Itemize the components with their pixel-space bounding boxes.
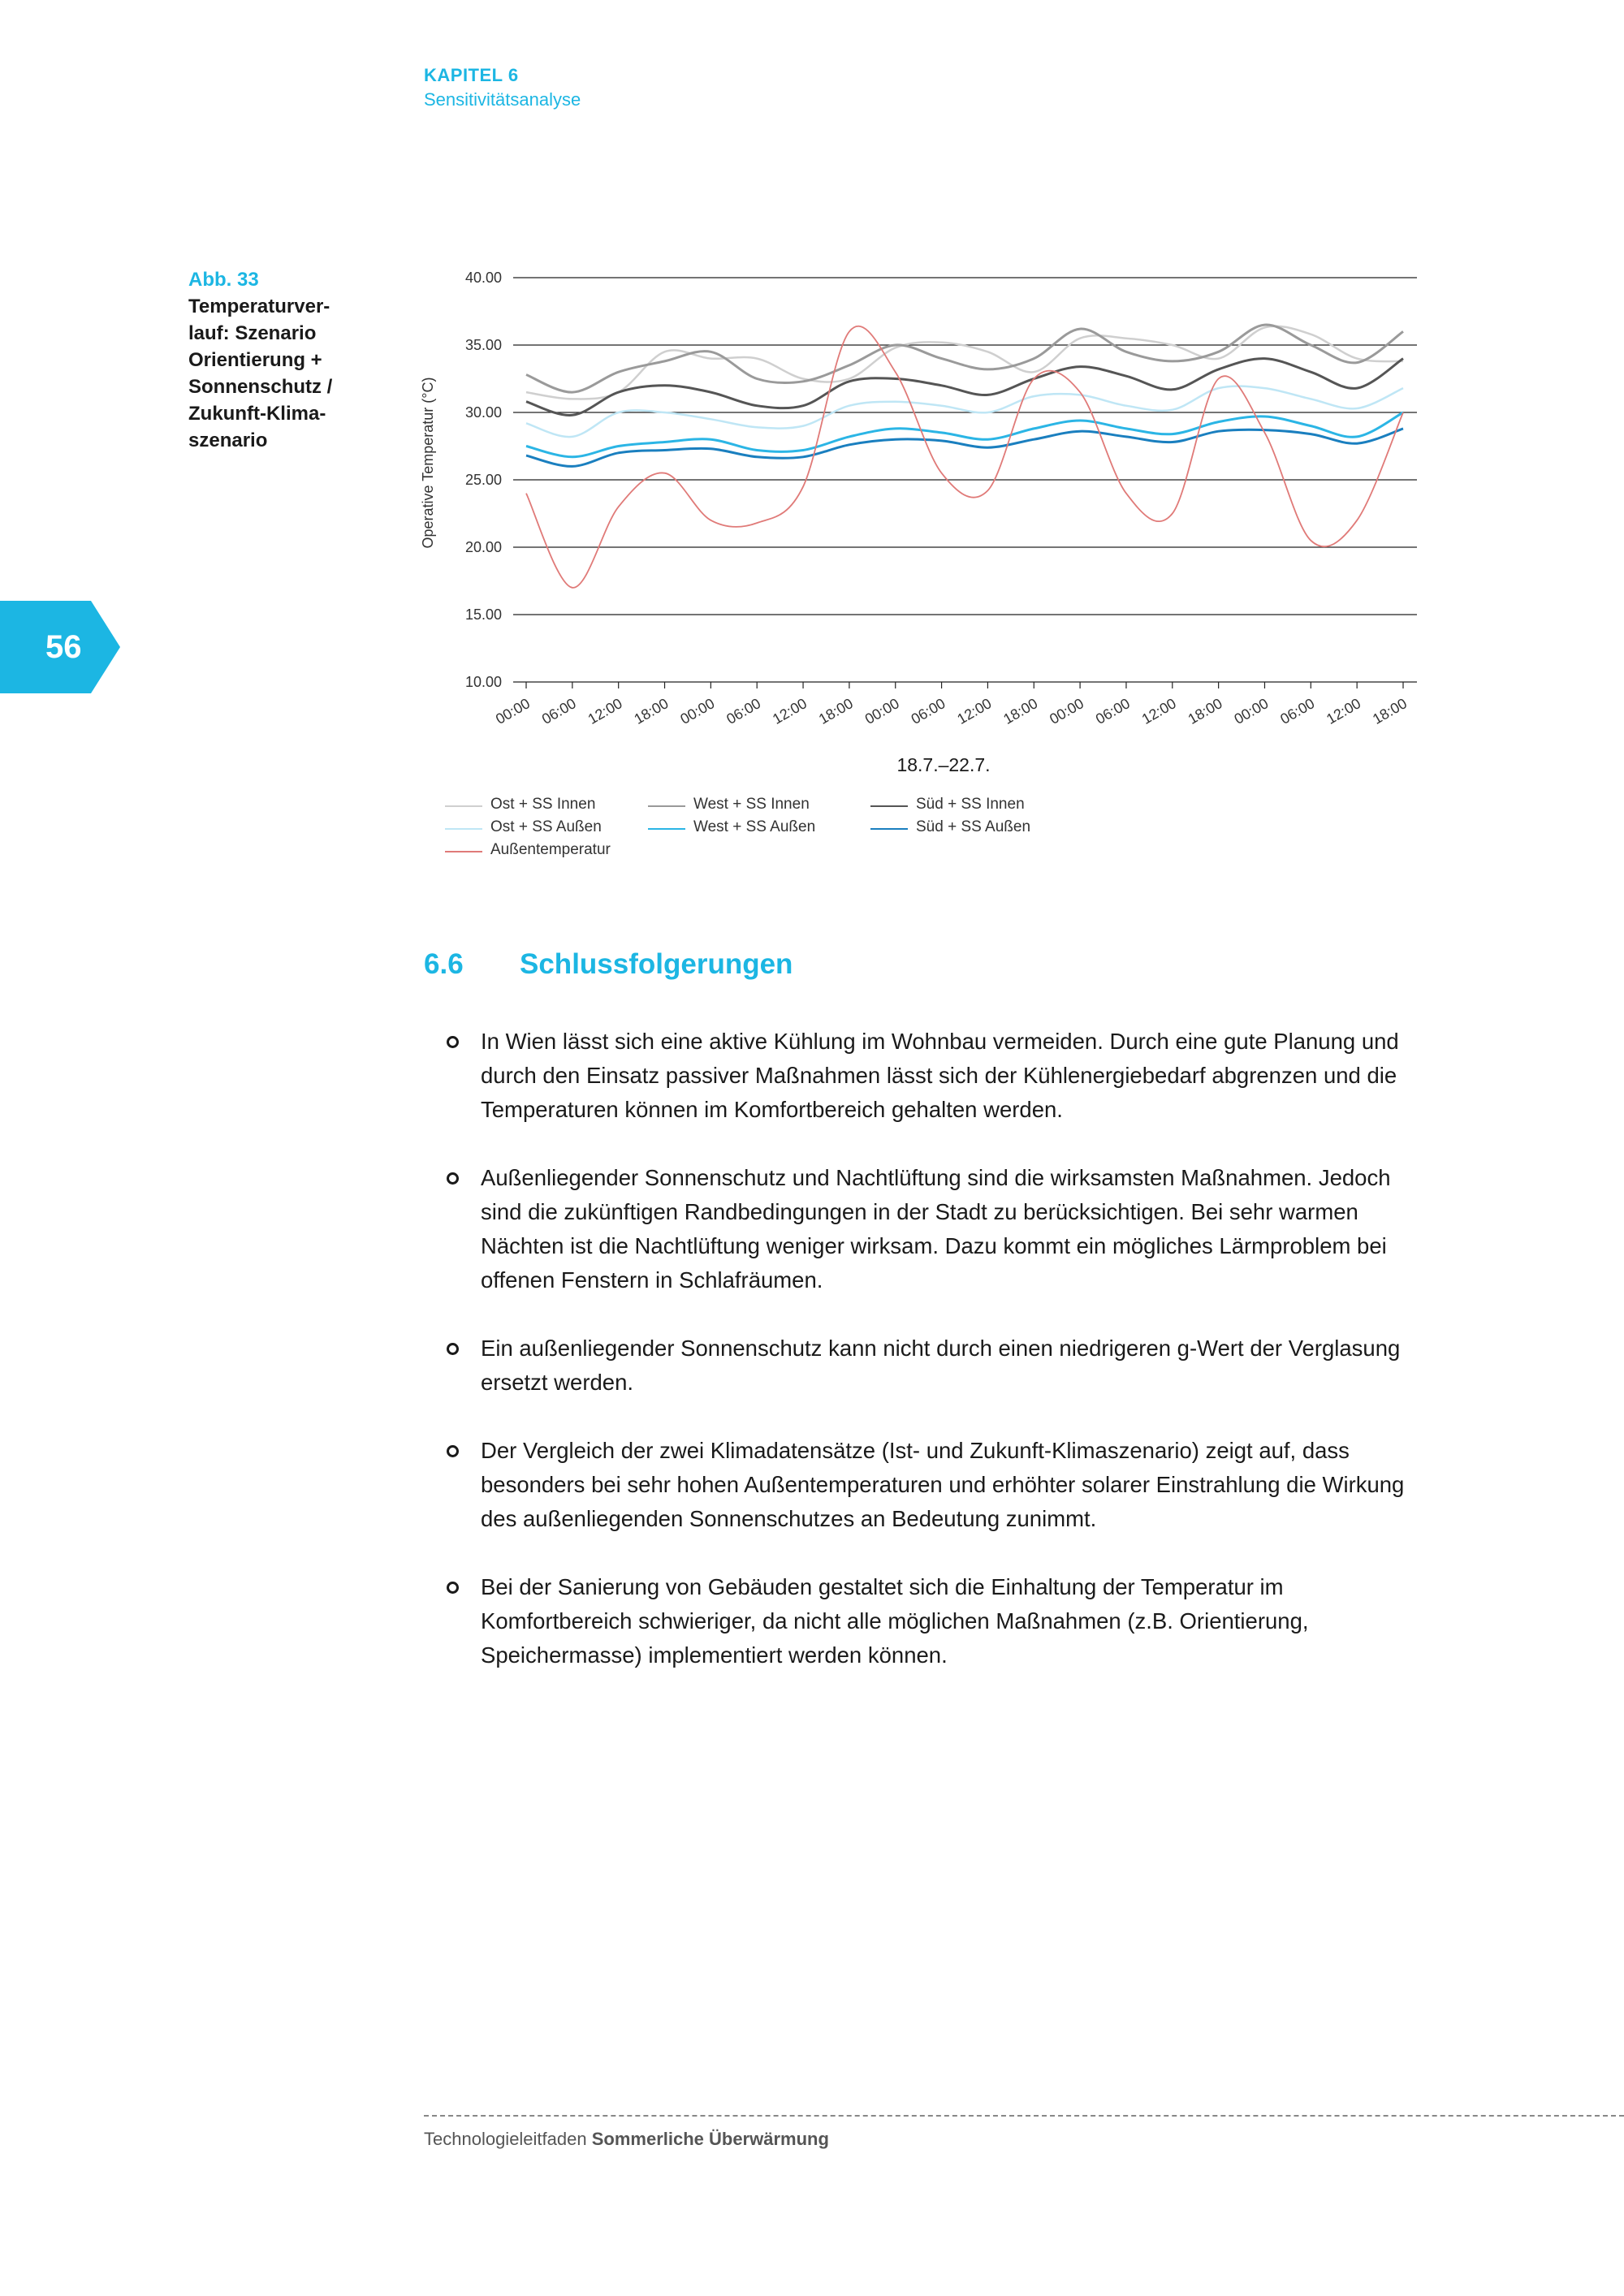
x-tick-label: 18:00 [631, 695, 672, 727]
section-title: Schlussfolgerungen [520, 948, 793, 980]
x-tick-label: 06:00 [538, 695, 579, 727]
x-tick-label: 00:00 [862, 695, 902, 727]
y-tick-label: 10.00 [464, 674, 502, 690]
legend-swatch [870, 828, 908, 830]
bullet-icon [447, 1343, 459, 1355]
bullet-text: Außenliegender Sonnenschutz und Nachtlüftung sind die wirksamsten Maßnahmen. Jedoch sind die zukünftigen Randbedingungen in der Stadt zu berücksichtigen. Bei sehr warmen Nächten ist die Nachtlüftung weniger wirksam. Dazu kommt ein mögliches Lärmproblem bei offenen Fenstern in Schlafräumen. [481, 1165, 1391, 1293]
figure-caption-text: Temperaturver- lauf: Szenario Orientierung + Sonnenschutz / Zukunft-Klima- szenario [188, 296, 333, 451]
list-item [445, 1025, 1432, 1127]
legend-label: Außentemperatur [490, 841, 611, 858]
x-axis-label: 18.7.–22.7. [896, 754, 991, 775]
legend-item [870, 796, 1082, 818]
y-tick-label: 30.00 [464, 404, 502, 421]
chapter-header [424, 65, 581, 110]
legend-swatch [445, 828, 482, 830]
legend-label: West + SS Innen [693, 796, 810, 813]
x-tick-label: 00:00 [677, 695, 718, 727]
legend-item [870, 818, 1082, 841]
legend-item [445, 796, 656, 818]
x-tick-label: 18:00 [815, 695, 856, 727]
list-item [445, 1570, 1432, 1672]
legend-item [648, 796, 859, 818]
section-heading [424, 948, 793, 981]
list-item [445, 1331, 1432, 1400]
x-tick-label: 18:00 [1000, 695, 1041, 727]
x-tick-label: 06:00 [723, 695, 764, 727]
section-number: 6.6 [424, 948, 464, 980]
y-tick-label: 20.00 [464, 539, 502, 555]
bullet-text: Bei der Sanierung von Gebäuden gestaltet sich die Einhaltung der Temperatur im Komfortbereich schwieriger, da nicht alle möglichen Maßnahmen (z.B. Orientierung, Speichermasse) implementiert werden können. [481, 1574, 1309, 1668]
y-tick-label: 40.00 [464, 270, 502, 286]
bullet-icon [447, 1445, 459, 1457]
bullet-icon [447, 1036, 459, 1048]
page-number-tab [0, 601, 120, 693]
page-number: 56 [45, 629, 82, 665]
x-tick-label: 06:00 [1277, 695, 1318, 727]
x-tick-label: 00:00 [1231, 695, 1272, 727]
x-tick-label: 12:00 [770, 695, 810, 727]
x-tick-label: 12:00 [954, 695, 995, 727]
y-axis-label: Operative Temperatur (°C) [420, 377, 436, 549]
list-item [445, 1434, 1432, 1536]
x-tick-label: 00:00 [1047, 695, 1087, 727]
legend-label: Süd + SS Außen [916, 818, 1031, 835]
footer-prefix: Technologieleitfaden [424, 2129, 592, 2149]
bullet-text: In Wien lässt sich eine aktive Kühlung im Wohnbau vermeiden. Durch eine gute Planung und durch den Einsatz passiver Maßnahmen lässt sich der Kühlenergiebedarf abgrenzen und die Temperaturen können im Komfortbereich gehalten werden. [481, 1029, 1399, 1122]
x-tick-label: 06:00 [1092, 695, 1133, 727]
x-tick-label: 06:00 [908, 695, 948, 727]
legend-swatch [648, 828, 685, 830]
bullet-text: Ein außenliegender Sonnenschutz kann nicht durch einen niedrigeren g-Wert der Verglasung ersetzt werden. [481, 1336, 1401, 1395]
legend-swatch [870, 805, 908, 807]
legend-item [445, 818, 656, 841]
x-tick-label: 12:00 [1138, 695, 1179, 727]
footer [424, 2129, 829, 2150]
series-line-sued-innen [526, 359, 1403, 416]
figure-label: Abb. 33 [188, 269, 259, 291]
x-tick-label: 18:00 [1369, 695, 1410, 727]
footer-divider [424, 2115, 1624, 2117]
list-item [445, 1161, 1432, 1297]
legend-label: Süd + SS Innen [916, 796, 1025, 813]
chapter-label: KAPITEL 6 [424, 65, 519, 85]
legend-item [648, 818, 859, 841]
legend-label: Ost + SS Innen [490, 796, 596, 813]
footer-title: Sommerliche Überwärmung [591, 2129, 829, 2149]
figure-caption [188, 266, 375, 454]
y-tick-label: 15.00 [464, 606, 502, 623]
x-tick-label: 12:00 [585, 695, 625, 727]
chapter-title: Sensitivitätsanalyse [424, 89, 581, 110]
temperature-chart [414, 260, 1470, 779]
legend-label: Ost + SS Außen [490, 818, 602, 835]
legend-swatch [648, 805, 685, 807]
y-tick-label: 25.00 [464, 472, 502, 488]
bullet-icon [447, 1582, 459, 1594]
legend-swatch [445, 805, 482, 807]
legend-swatch [445, 851, 482, 852]
x-tick-label: 18:00 [1185, 695, 1225, 727]
bullet-text: Der Vergleich der zwei Klimadatensätze (Ist- und Zukunft-Klimaszenario) zeigt auf, dass besonders bei sehr hohen Außentemperaturen und erhöhter solarer Einstrahlung die Wirkung des außenliegenden Sonnenschutzes an Bedeutung zunimmt. [481, 1438, 1405, 1531]
bullet-icon [447, 1172, 459, 1185]
x-tick-label: 12:00 [1324, 695, 1364, 727]
x-tick-label: 00:00 [492, 695, 533, 727]
conclusion-list [445, 1025, 1432, 1707]
y-tick-label: 35.00 [464, 337, 502, 353]
legend-label: West + SS Außen [693, 818, 816, 835]
legend-item [445, 841, 656, 864]
